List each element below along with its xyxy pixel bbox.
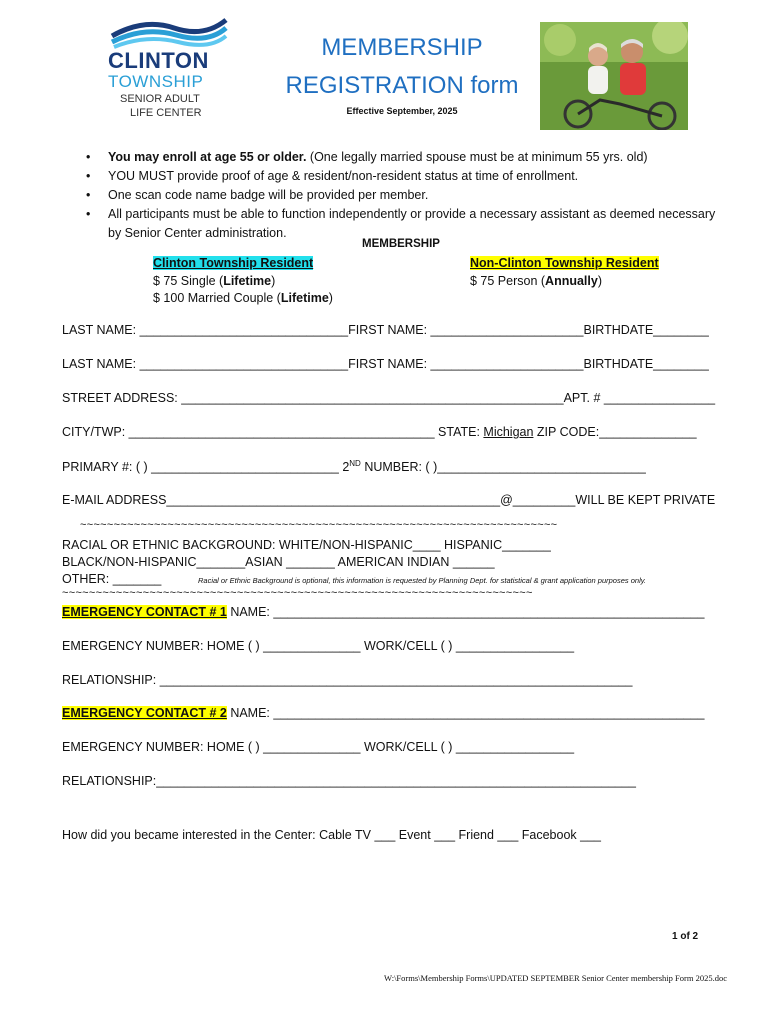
eligibility-list	[86, 148, 726, 243]
phone-numbers-field[interactable]: PRIMARY #: ( ) ___________________________ 2ND NUMBER: ( )______________________________	[62, 459, 646, 475]
tilde-divider-top: ~~~~~~~~~~~~~~~~~~~~~~~~~~~~~~~~~~~~~~~~~~~~~~~~~~~~~~~~~~~~~~~~~~~~~~~	[80, 519, 558, 531]
seniors-cycling-photo	[540, 22, 688, 130]
logo-senior-adult: SENIOR ADULT	[120, 93, 200, 105]
logo-name: CLINTON	[108, 48, 209, 73]
file-path-footer: W:\Forms\Membership Forms\UPDATED SEPTEMBER Senior Center membership Form 2025.doc	[384, 973, 727, 983]
interest-source-field[interactable]: How did you became interested in the Center: Cable TV ___ Event ___ Friend ___ Facebook ___	[62, 828, 601, 842]
membership-heading: MEMBERSHIP	[362, 238, 440, 250]
nonresident-price: $ 75 Person (Annually)	[470, 274, 603, 288]
emergency-contact-2-relationship[interactable]: RELATIONSHIP:_____________________________________________________________________	[62, 774, 636, 788]
ethnic-note: Racial or Ethnic Background is optional, this information is requested by Planning Dept. for statistical & grant application purposes only.	[198, 576, 647, 585]
emergency-contact-2-label: EMERGENCY CONTACT # 2	[62, 706, 227, 720]
effective-date: Effective September, 2025	[346, 106, 458, 116]
resident-couple-price: $ 100 Married Couple (Lifetime)	[153, 291, 333, 305]
logo-township: TOWNSHIP	[108, 72, 204, 91]
wave-icon	[104, 14, 229, 50]
page-number: 1 of 2	[672, 931, 699, 942]
list-item: • YOU MUST provide proof of age & resident/non-resident status at time of enrollment.	[86, 167, 726, 186]
name-field-2[interactable]: LAST NAME: ______________________________FIRST NAME: ______________________BIRTHDATE________	[62, 357, 709, 371]
nonresident-label: Non-Clinton Township Resident	[470, 256, 659, 270]
resident-single-price: $ 75 Single (Lifetime)	[153, 274, 276, 288]
list-item: • One scan code name badge will be provided per member.	[86, 186, 726, 205]
state-value: Michigan	[483, 425, 534, 439]
ethnic-other[interactable]: OTHER: _______	[62, 572, 162, 586]
resident-label: Clinton Township Resident	[153, 256, 314, 270]
list-item: • You may enroll at age 55 or older. (One legally married spouse must be at minimum 55 yrs. old)	[86, 148, 726, 167]
title-line-2: REGISTRATION form	[285, 72, 519, 99]
emergency-contact-1-name[interactable]: EMERGENCY CONTACT # 1 NAME: ______________________________________________________________	[62, 605, 705, 619]
list-item: • All participants must be able to function independently or provide a necessary assistant as deemed necessary by Senior Center administration.	[86, 205, 726, 243]
emergency-contact-1-relationship[interactable]: RELATIONSHIP: ____________________________________________________________________	[62, 673, 633, 687]
logo-life-center: LIFE CENTER	[130, 107, 202, 119]
emergency-contact-2-number[interactable]: EMERGENCY NUMBER: HOME ( ) ______________ WORK/CELL ( ) _________________	[62, 740, 575, 754]
tilde-divider-bottom: ~~~~~~~~~~~~~~~~~~~~~~~~~~~~~~~~~~~~~~~~~~~~~~~~~~~~~~~~~~~~~~~~~~~~~~	[62, 587, 533, 599]
name-field-1[interactable]: LAST NAME: ______________________________FIRST NAME: ______________________BIRTHDATE________	[62, 323, 709, 337]
emergency-contact-1-label: EMERGENCY CONTACT # 1	[62, 605, 227, 619]
email-field[interactable]: E-MAIL ADDRESS________________________________________________@_________WILL BE KEPT PRIVATE	[62, 493, 716, 507]
emergency-contact-2-name[interactable]: EMERGENCY CONTACT # 2 NAME: ______________________________________________________________	[62, 706, 705, 720]
ethnic-line-1[interactable]: RACIAL OR ETHNIC BACKGROUND: WHITE/NON-HISPANIC____ HISPANIC_______	[62, 538, 551, 552]
clinton-township-logo	[104, 14, 229, 122]
emergency-contact-1-number[interactable]: EMERGENCY NUMBER: HOME ( ) ______________ WORK/CELL ( ) _________________	[62, 639, 575, 653]
street-address-field[interactable]: STREET ADDRESS: _______________________________________________________APT. # ________________	[62, 391, 716, 405]
city-state-zip-field[interactable]: CITY/TWP: ____________________________________________ STATE: Michigan ZIP CODE:______________	[62, 425, 697, 439]
ethnic-line-2[interactable]: BLACK/NON-HISPANIC_______ASIAN _______ AMERICAN INDIAN ______	[62, 555, 495, 569]
title-line-1: MEMBERSHIP	[321, 34, 483, 61]
